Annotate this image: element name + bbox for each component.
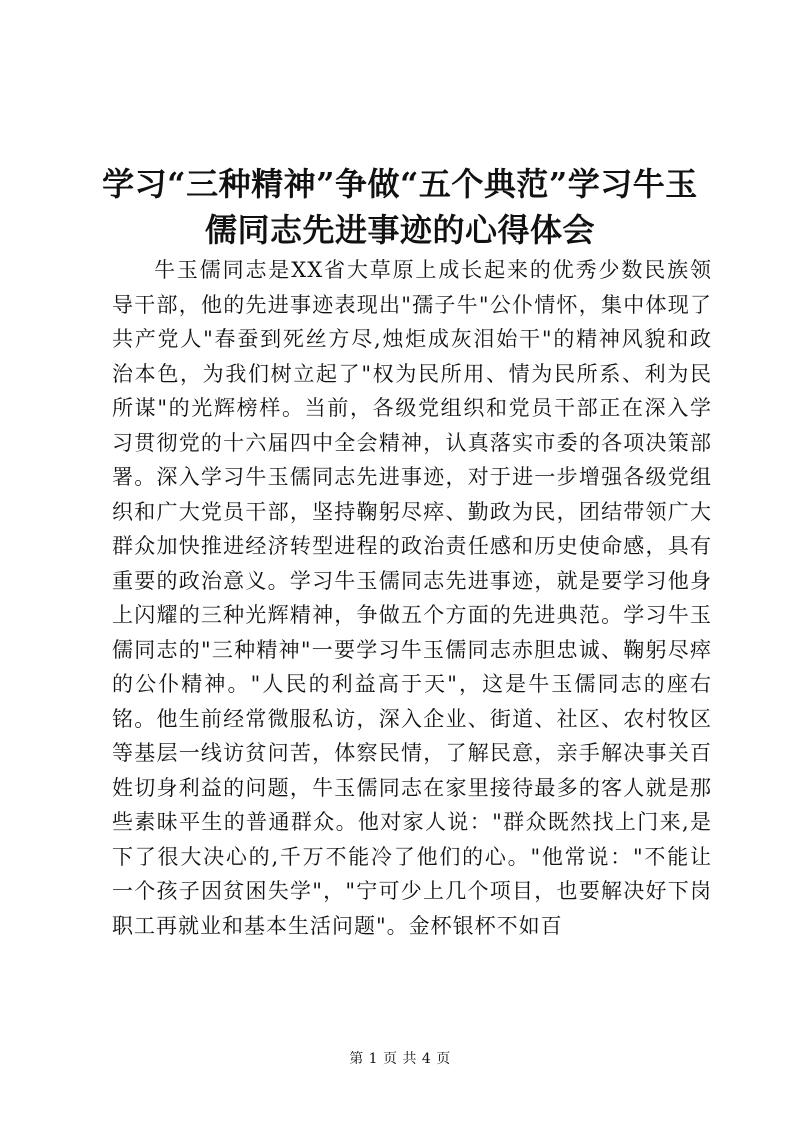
document-body-paragraph: 牛玉儒同志是XX省大草原上成长起来的优秀少数民族领导干部，他的先进事迹表现出"孺子牛"公仆情怀，集中体现了共产党人"春蚕到死丝方尽,烛炬成灰泪始干"的精神风貌和政治本色，为我们树立起了"权为民所用、情为民所系、利为民所谋"的光辉榜样。当前，各级党组织和党员干部正在深入学习贯彻党的十六届四中全会精神，认真落实市委的各项决策部署。深入学习牛玉儒同志先进事迹，对于进一步增强各级党组织和广大党员干部，坚持鞠躬尽瘁、勤政为民，团结带领广大群众加快推进经济转型进程的政治责任感和历史使命感，具有重要的政治意义。学习牛玉儒同志先进事迹，就是要学习他身上闪耀的三种光辉精神，争做五个方面的先进典范。学习牛玉儒同志的"三种精神"一要学习牛玉儒同志赤胆忠诚、鞠躬尽瘁的公仆精神。"人民的利益高于天"，这是牛玉儒同志的座右铭。他生前经常微服私访，深入企业、街道、社区、农村牧区等基层一线访贫问苦，体察民情，了解民意，亲手解决事关百姓切身利益的问题，牛玉儒同志在家里接待最多的客人就是那些素昧平生的普通群众。他对家人说："群众既然找上门来,是下了很大决心的,千万不能冷了他们的心。"他常说："不能让一个孩子因贫困失学"，"宁可少上几个项目，也要解决好下岗职工再就业和基本生活问题"。金杯银杯不如百 [112,258,712,938]
document-title: 学习“三种精神”争做“五个典范”学习牛玉儒同志先进事迹的心得体会 [102,165,698,250]
page-number-footer: 第 1 页 共 4 页 [349,1051,451,1067]
